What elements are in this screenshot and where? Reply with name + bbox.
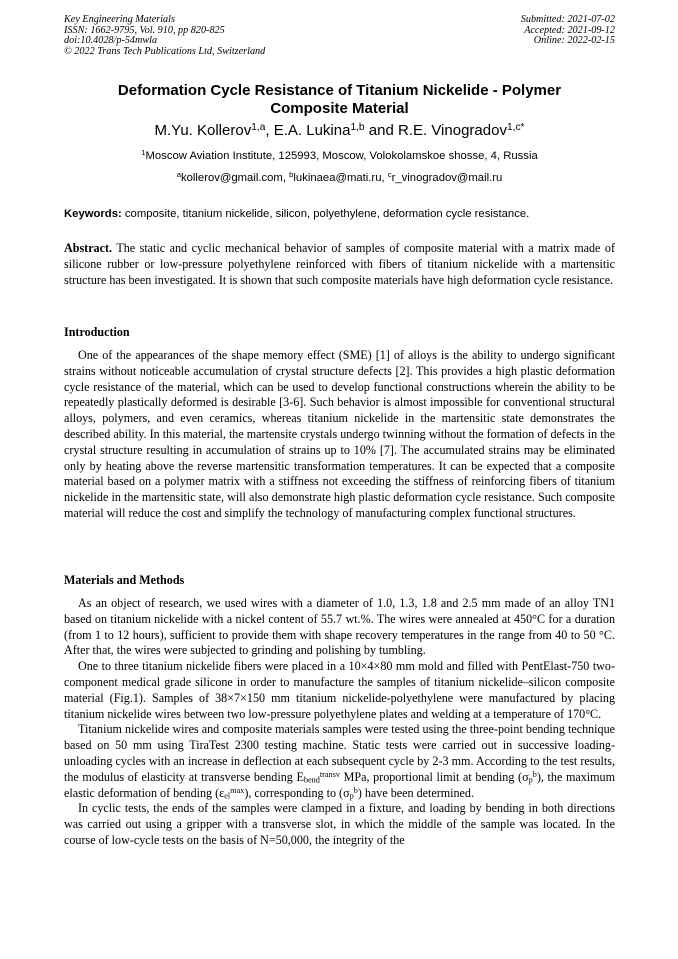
copyright: © 2022 Trans Tech Publications Ltd, Switzerland <box>64 45 266 57</box>
author-separator: , <box>265 122 274 139</box>
abstract <box>64 241 615 288</box>
author-1: M.Yu. Kollerov <box>154 122 252 139</box>
methods-p3-text: ), the maximum elastic deformation of bending (ε <box>64 769 616 800</box>
methods-p3-text: MPa, proportional limit at bending (σ <box>339 769 529 784</box>
email-marker-a: a <box>176 170 181 180</box>
sigma-superscript: b <box>353 785 358 795</box>
introduction-heading: Introduction <box>64 325 130 339</box>
keywords-text: composite, titanium nickelide, silicon, polyethylene, deformation cycle resistance. <box>121 208 530 220</box>
abstract-label: Abstract. <box>64 241 113 255</box>
email-marker-c: c <box>387 170 392 180</box>
sigma-subscript: p <box>528 775 533 785</box>
email-marker-b: b <box>289 170 294 180</box>
modulus-subscript: bend <box>303 775 320 785</box>
journal-name: Key Engineering Materials <box>64 14 175 25</box>
affiliation <box>64 149 615 163</box>
affiliation-text: Moscow Aviation Institute, 125993, Moscow, Volokolamskoe shosse, 4, Russia <box>145 150 538 162</box>
methods-p3-text: ) have been determined. <box>357 785 474 800</box>
keywords <box>64 207 615 221</box>
methods-section <box>64 596 615 849</box>
title-line-2: Composite Material <box>270 100 409 117</box>
doi: doi:10.4028/p-54mwla <box>64 35 158 47</box>
affiliation-number: 1 <box>141 148 146 158</box>
epsilon-superscript: max <box>230 785 245 795</box>
issn: ISSN: 1662-9795, Vol. 910, pp 820-825 <box>64 24 225 36</box>
journal-header <box>64 15 265 57</box>
dates-header <box>521 15 615 47</box>
methods-heading: Materials and Methods <box>64 573 185 587</box>
email-b: lukinaea@mati.ru, <box>293 172 388 184</box>
author-1-affil: 1,a <box>251 121 266 133</box>
methods-paragraph-2: One to three titanium nickelide fibers were placed in a 10×4×80 mm mold and filled with PentElast-750 two-component medical grade silicone in order to manufacture the samples of titanium nickelide–silicon composite material (Fig.1). Samples of 38×7×150 mm titanium nickelide-polyethylene were manufactured by placing titanium nickelide wires between two low-pressure polyethylene plates and welding at a temperature of 170°C. <box>64 659 615 721</box>
title-line-1: Deformation Cycle Resistance of Titanium Nickelide - Polymer <box>117 82 562 99</box>
author-separator: and <box>364 122 398 139</box>
keywords-label: Keywords: <box>64 208 122 220</box>
email-a: kollerov@gmail.com, <box>180 172 290 184</box>
methods-paragraph-3 <box>64 722 615 801</box>
paper-title <box>64 82 615 118</box>
epsilon-subscript: el <box>224 791 231 801</box>
author-list <box>64 122 615 140</box>
email-c: r_vinogradov@mail.ru <box>391 172 503 184</box>
methods-p3-text: ), corresponding to (σ <box>244 785 350 800</box>
author-2-affil: 1,b <box>350 121 365 133</box>
accepted-date: Accepted: 2021-09-12 <box>524 24 615 36</box>
online-date: Online: 2022-02-15 <box>533 35 615 47</box>
modulus-superscript: transv <box>319 769 340 779</box>
author-2: E.A. Lukina <box>273 122 351 139</box>
methods-paragraph-1: As an object of research, we used wires with a diameter of 1.0, 1.3, 1.8 and 2.5 mm made of an alloy TN1 based on titanium nickelide with a nickel content of 55.7 wt.%. The wires were annealed at 450°C for a duration (from 1 to 12 hours), sufficient to provide them with shape recovery temperatures in the range from 40 to 50 °C. After that, the wires were subjected to grinding and polishing by tumbling. <box>64 596 615 658</box>
author-emails <box>64 171 615 185</box>
sigma-subscript: p <box>349 791 354 801</box>
introduction-paragraph: One of the appearances of the shape memory effect (SME) [1] of alloys is the ability to undergo significant strains without noticeable accumulation of crystal structure defects [2]. This provides a high plastic deformation cycle resistance of the material, which can be used to develop functional constructions wherein the ability to be repeatedly plastically deformed is desirable [3-6]. Such behavior is almost impossible for conventional structural alloys, polymers, and even ceramics, whereas titanium nickelide in the martensitic state demonstrates the described ability. In this material, the martensite crystals undergo twinning without the formation of defects in the crystal structure resulting in accumulation of strains up to 10% [7]. The accumulated strains may be eliminated only by heating above the reverse martensitic transformation temperatures. It can be expected that a composite material based on a polymer matrix with a stiffness not exceeding the stiffness of reinforcing fibers of titanium nickelide in the martensitic state, will also demonstrate high plastic deformation cycle resistance. Such composite material will reduce the cost and simplify the technology of manufacturing complex functional structures. <box>64 348 615 520</box>
submitted-date: Submitted: 2021-07-02 <box>520 14 615 25</box>
author-3-affil: 1,c* <box>506 121 525 133</box>
author-3: R.E. Vinogradov <box>397 122 507 139</box>
methods-paragraph-4: In cyclic tests, the ends of the samples were clamped in a fixture, and loading by bending in both directions was carried out using a gripper with a transverse slot, in which the middle of the sample was located. In the course of low-cycle tests on the basis of N=50,000, the integrity of the <box>64 801 615 847</box>
methods-p3-text: Titanium nickelide wires and composite materials samples were tested using the three-point bending technique based on 50 mm using TiraTest 2300 testing machine. Static tests were carried out in successive loading-unloading cycles with an increase in deflection at each subsequent cycle by 2-3 mm. According to the test results, the modulus of elasticity at transverse bending E <box>64 722 615 784</box>
sigma-superscript: b <box>532 769 537 779</box>
abstract-text: The static and cyclic mechanical behavior of samples of composite material with a matrix made of silicone rubber or low-pressure polyethylene reinforced with fibers of titanium nickelide with a martensitic structure has been investigated. It is shown that such composite materials have high deformation cycle resistance. <box>64 241 615 287</box>
